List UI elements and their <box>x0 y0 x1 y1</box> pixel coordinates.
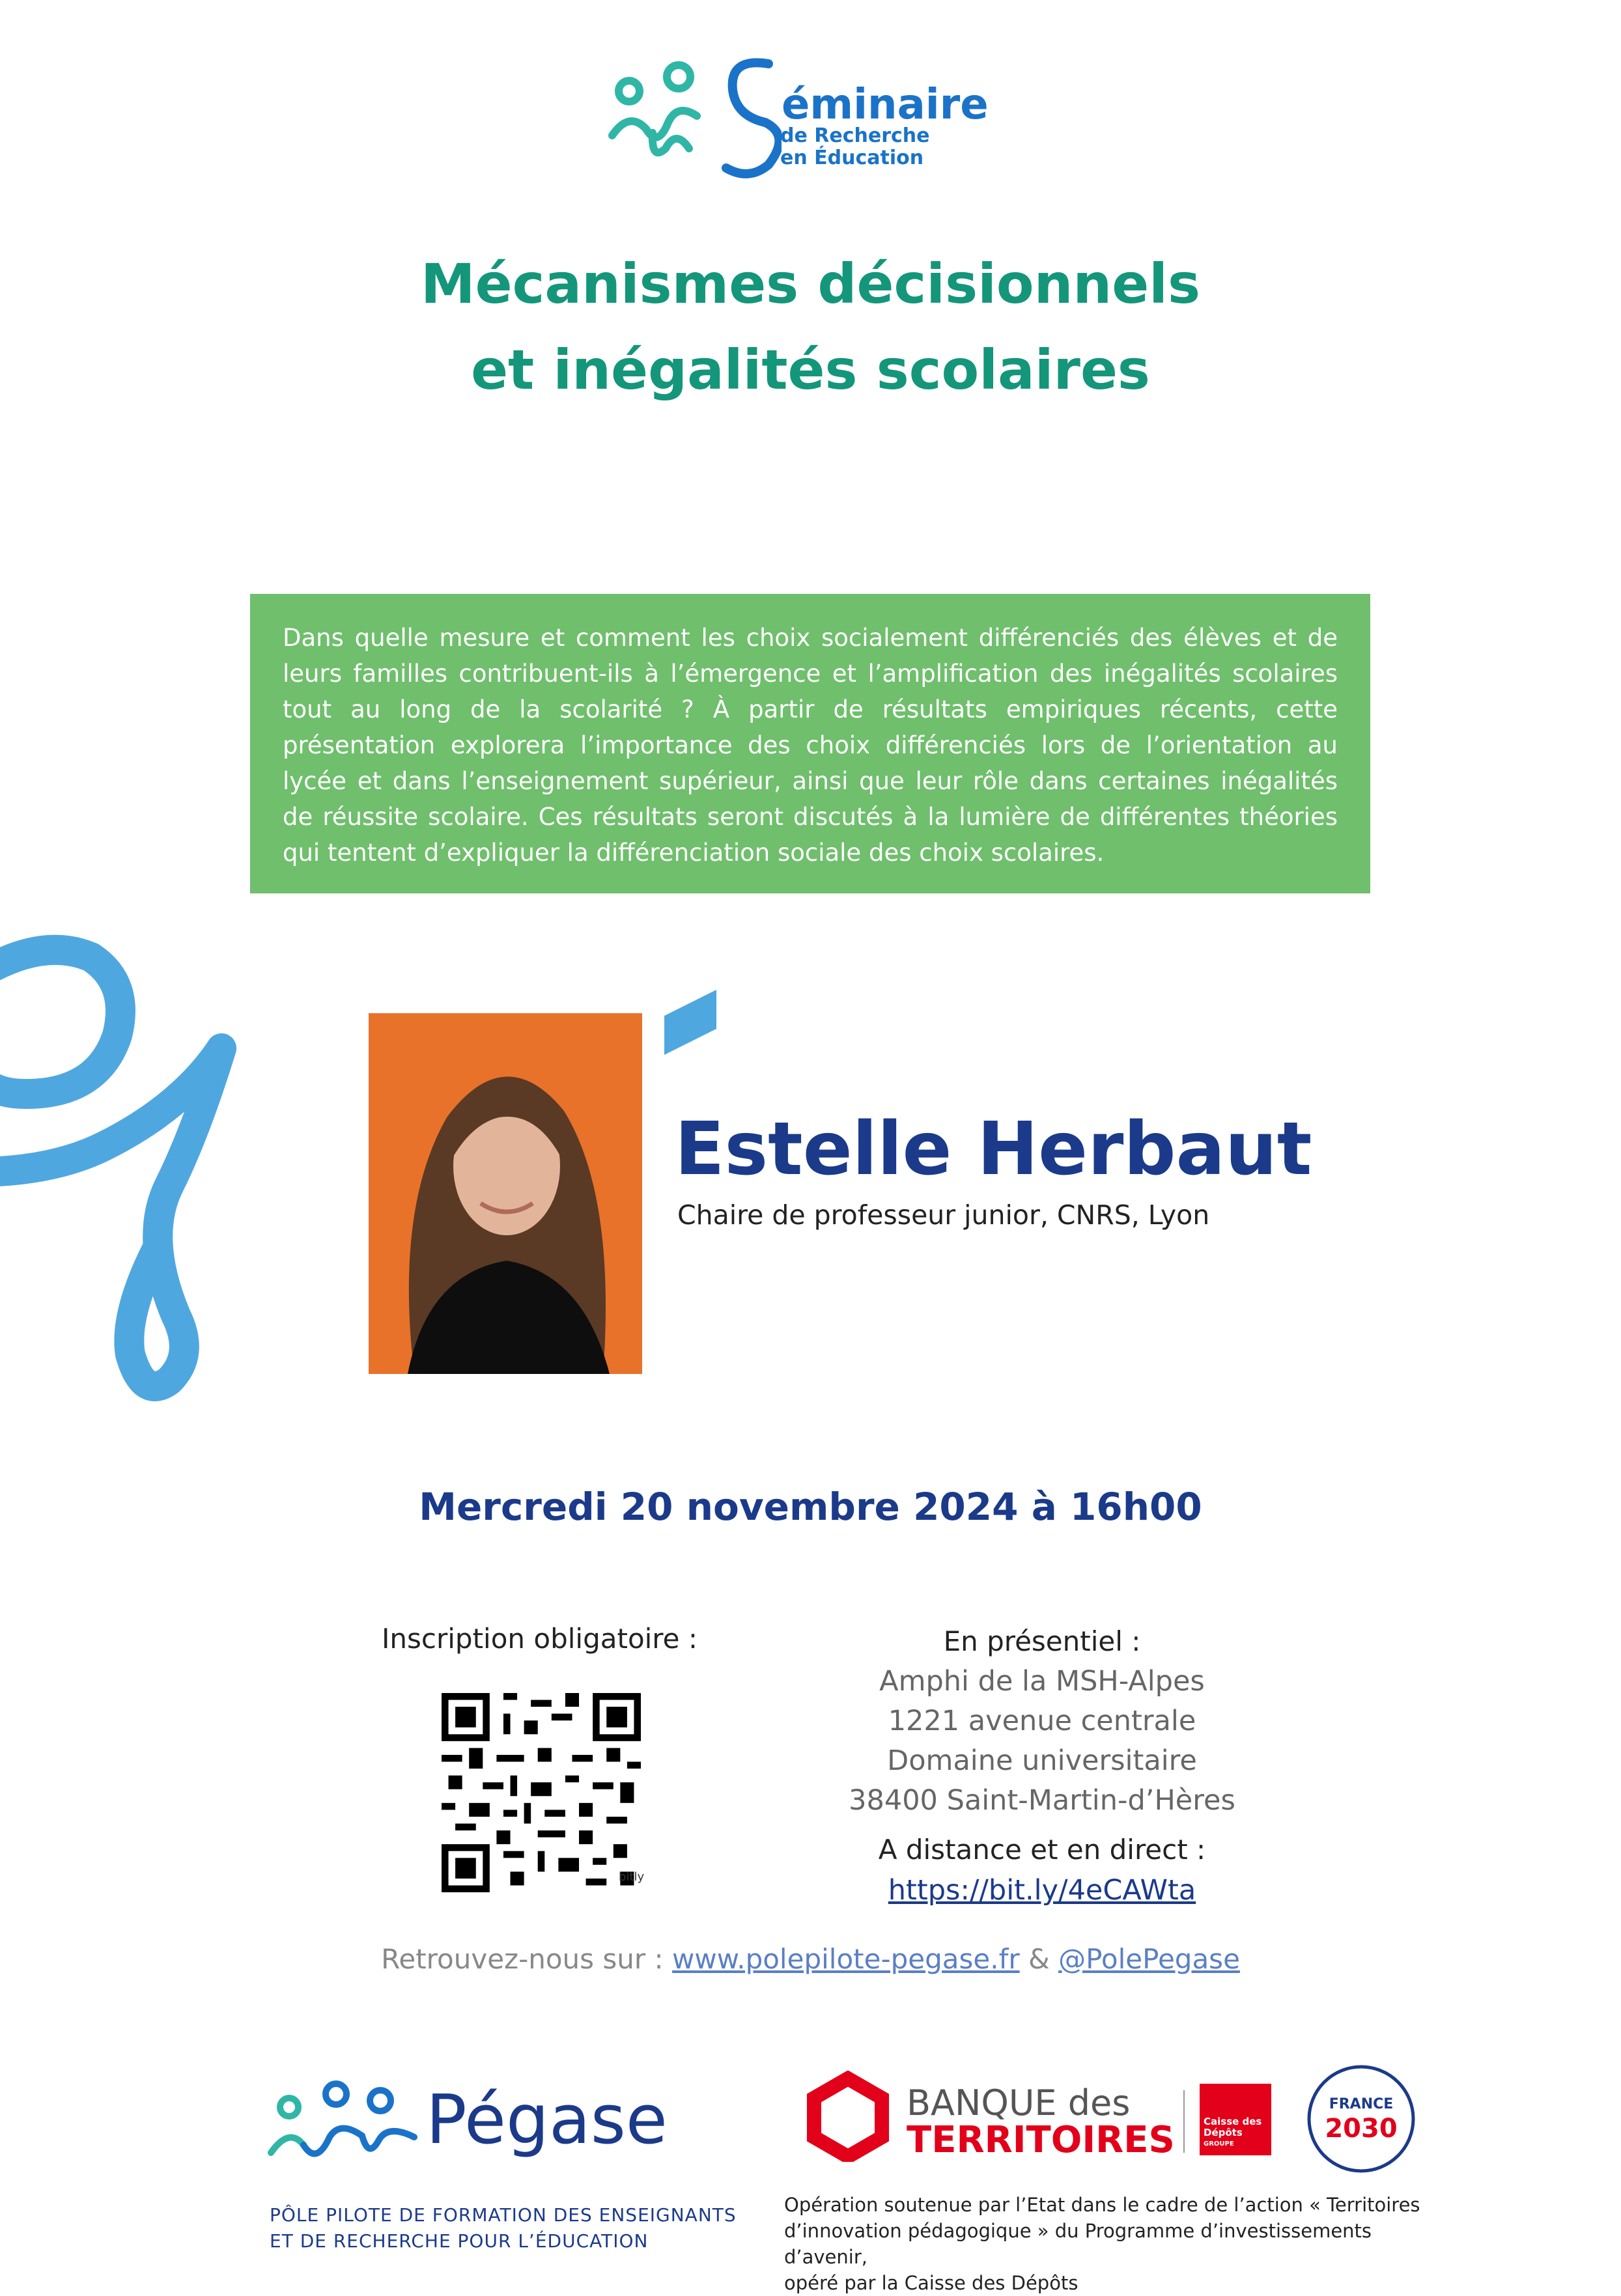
venue-line: Domaine universitaire <box>887 1744 1197 1777</box>
qr-provider-tag: bitly <box>619 1870 645 1884</box>
operation-notice <box>784 2192 1448 2296</box>
operation-line-2: d’innovation pédagogique » du Programme d’investissements d’avenir, <box>784 2220 1372 2268</box>
accent-shape-icon <box>658 990 723 1061</box>
website-link[interactable]: www.polepilote-pegase.fr <box>672 1943 1020 1975</box>
france-2030-logo <box>1303 2060 1420 2177</box>
people-logo-icon <box>606 51 782 181</box>
event-date: Mercredi 20 novembre 2024 à 16h00 <box>419 1485 1202 1529</box>
venue-line: 38400 Saint-Martin-d’Hères <box>849 1784 1235 1817</box>
remote-heading: A distance et en direct : <box>878 1834 1206 1866</box>
pegase-logo <box>264 2075 720 2179</box>
cdc-group-text: GROUPE <box>1204 2140 1234 2148</box>
title-line-2: et inégalités scolaires <box>471 338 1150 402</box>
social-handle-link[interactable]: @PolePegase <box>1058 1943 1240 1975</box>
pegase-tagline-2: ET DE RECHERCHE POUR L’ÉDUCATION <box>270 2230 649 2252</box>
speaker-role: Chaire de professeur junior, CNRS, Lyon <box>677 1199 1210 1231</box>
registration-label: Inscription obligatoire : <box>382 1623 698 1655</box>
abstract-box: Dans quelle mesure et comment les choix socialement différenciés des élèves et de leurs familles contribuent-ils à l’émergence et l’amplification des inégalités scolaires tout au long de la scolarité ? À partir de résultats empiriques récents, cette présentation explorera l’importance des choix différenciés lors de l’orientation au lycée et dans l’enseignement supérieur, ainsi que leur rôle dans certaines inégalités de réussite scolaire. Ces résultats seront discutés à la lumière de différentes théories qui tentent d’expliquer la différenciation sociale des choix scolaires. <box>250 594 1370 893</box>
venue-line: Amphi de la MSH-Alpes <box>879 1665 1205 1698</box>
speaker-photo <box>369 1013 642 1374</box>
decorative-swirl-icon <box>0 899 365 1485</box>
france-2030-top: FRANCE <box>1329 2096 1394 2112</box>
divider <box>1183 2090 1185 2153</box>
cdc-text: Caisse des Dépôts <box>1204 2116 1262 2138</box>
seminaire-word: éminaire <box>782 81 989 129</box>
pegase-tagline-1: PÔLE PILOTE DE FORMATION DES ENSEIGNANTS <box>270 2204 737 2226</box>
speaker-name: Estelle Herbaut <box>675 1107 1312 1192</box>
find-us-amp: & <box>1019 1943 1059 1975</box>
venue-block <box>814 1621 1270 1911</box>
banque-top-text: BANQUE des <box>907 2082 1131 2123</box>
seminaire-subtitle-2: en Éducation <box>780 147 924 169</box>
banque-bottom-text: TERRITOIRES <box>907 2119 1175 2161</box>
page-title <box>195 241 1426 413</box>
remote-link[interactable]: https://bit.ly/4eCAWta <box>888 1874 1196 1907</box>
hexagon-logo-icon <box>802 2071 894 2162</box>
operation-line-1: Opération soutenue par l’Etat dans le cadre de l’action « Territoires <box>784 2194 1420 2216</box>
operation-line-3: opéré par la Caisse des Dépôts <box>784 2272 1078 2294</box>
find-us-prefix: Retrouvez-nous sur : <box>381 1943 673 1975</box>
seminaire-logo <box>606 51 1022 181</box>
qr-code-icon[interactable] <box>442 1693 641 1892</box>
title-line-1: Mécanismes décisionnels <box>421 252 1200 316</box>
find-us-line <box>195 1943 1426 1975</box>
banque-territoires-logo <box>802 2071 1356 2162</box>
seminaire-subtitle-1: de Recherche <box>780 124 930 147</box>
pegase-word: Pégase <box>426 2080 668 2159</box>
venue-line: 1221 avenue centrale <box>888 1705 1196 1737</box>
france-2030-year: 2030 <box>1325 2114 1398 2144</box>
pegase-tagline <box>270 2202 737 2254</box>
pegase-people-icon <box>264 2075 427 2179</box>
venue-heading: En présentiel : <box>943 1625 1141 1657</box>
caisse-des-depots-logo <box>1200 2084 1271 2155</box>
